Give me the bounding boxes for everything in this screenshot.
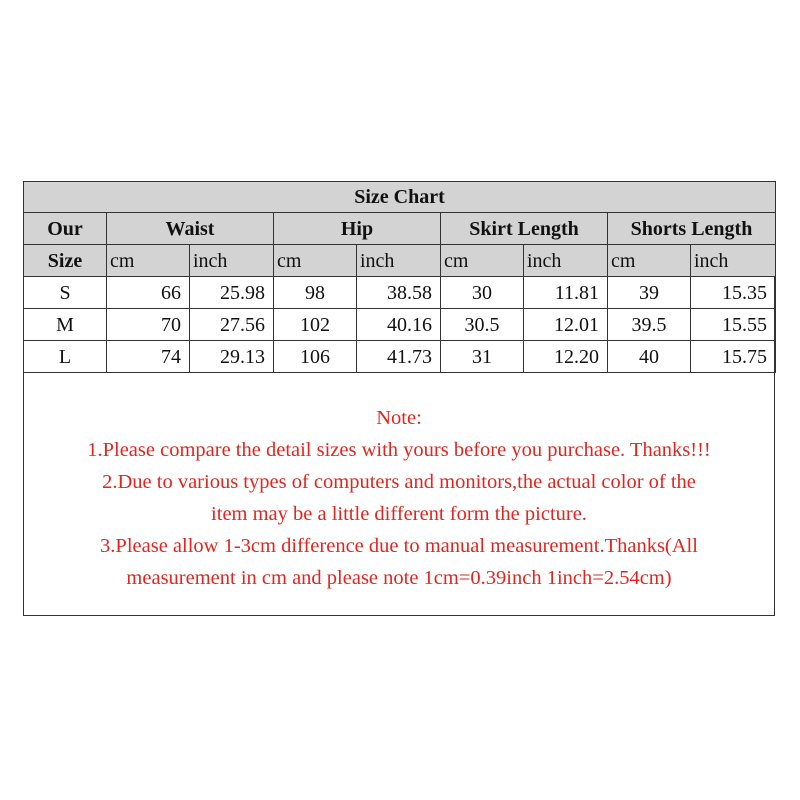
hip-inch-cell: 41.73 <box>357 341 441 373</box>
shorts-unit-cm: cm <box>608 245 691 277</box>
hip-cm-cell: 98 <box>274 277 357 309</box>
skirt-inch-cell: 12.01 <box>524 309 608 341</box>
hip-cm-cell: 102 <box>274 309 357 341</box>
skirt-cm-cell: 31 <box>441 341 524 373</box>
note-heading: Note: <box>376 407 422 429</box>
table-row <box>24 309 776 341</box>
table-row <box>24 341 776 373</box>
skirt-inch-cell: 12.20 <box>524 341 608 373</box>
shorts-cm-cell: 39.5 <box>608 309 691 341</box>
waist-cm-cell: 66 <box>107 277 190 309</box>
shorts-length-header: Shorts Length <box>608 213 776 245</box>
size-cell: L <box>24 341 107 373</box>
waist-inch-cell: 27.56 <box>190 309 274 341</box>
shorts-cm-cell: 39 <box>608 277 691 309</box>
size-column-header-top: Our <box>24 213 107 245</box>
note-line: 3.Please allow 1-3cm difference due to manual measurement.Thanks(All <box>100 535 698 557</box>
size-column-header-bottom: Size <box>24 245 107 277</box>
shorts-inch-cell: 15.55 <box>691 309 776 341</box>
shorts-inch-cell: 15.75 <box>691 341 776 373</box>
size-cell: M <box>24 309 107 341</box>
size-chart-table <box>23 181 776 373</box>
skirt-unit-cm: cm <box>441 245 524 277</box>
waist-unit-cm: cm <box>107 245 190 277</box>
waist-inch-cell: 25.98 <box>190 277 274 309</box>
waist-cm-cell: 70 <box>107 309 190 341</box>
waist-unit-inch: inch <box>190 245 274 277</box>
note-line: 1.Please compare the detail sizes with yours before you purchase. Thanks!!! <box>87 439 711 461</box>
table-row <box>24 277 776 309</box>
size-cell: S <box>24 277 107 309</box>
skirt-unit-inch: inch <box>524 245 608 277</box>
shorts-unit-inch: inch <box>691 245 776 277</box>
waist-inch-cell: 29.13 <box>190 341 274 373</box>
hip-cm-cell: 106 <box>274 341 357 373</box>
hip-header: Hip <box>274 213 441 245</box>
skirt-cm-cell: 30.5 <box>441 309 524 341</box>
note-line: 2.Due to various types of computers and monitors,the actual color of the <box>102 471 696 493</box>
waist-header: Waist <box>107 213 274 245</box>
skirt-length-header: Skirt Length <box>441 213 608 245</box>
skirt-cm-cell: 30 <box>441 277 524 309</box>
hip-unit-inch: inch <box>357 245 441 277</box>
chart-title: Size Chart <box>24 182 776 213</box>
shorts-inch-cell: 15.35 <box>691 277 776 309</box>
hip-inch-cell: 40.16 <box>357 309 441 341</box>
waist-cm-cell: 74 <box>107 341 190 373</box>
note-line: measurement in cm and please note 1cm=0.39inch 1inch=2.54cm) <box>126 567 672 589</box>
note-section <box>25 402 773 594</box>
hip-inch-cell: 38.58 <box>357 277 441 309</box>
note-line: item may be a little different form the picture. <box>211 503 587 525</box>
shorts-cm-cell: 40 <box>608 341 691 373</box>
skirt-inch-cell: 11.81 <box>524 277 608 309</box>
hip-unit-cm: cm <box>274 245 357 277</box>
